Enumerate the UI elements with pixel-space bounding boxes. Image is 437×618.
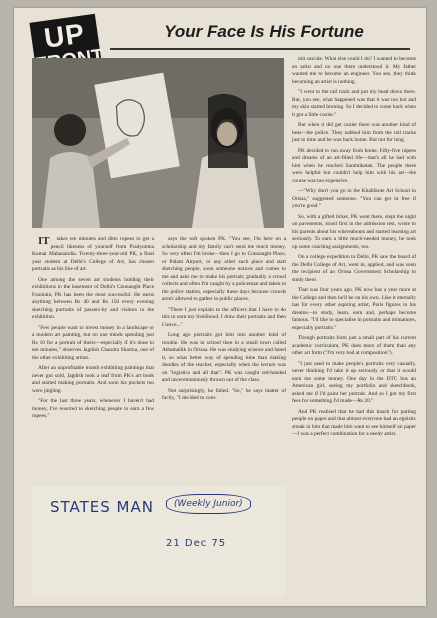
col2-paragraph: says the soft spoken PK. "You see, I'm here on a scholarship and my family can't send me much money. So very often I'm broke—then I go to Connaught Place, or Palam Airport, or any other such place and start sketching people, soon someone notices and comes to me and asks me to make his portrait; gradually a crowd collects and often I'm caught by a policeman and taken to the police station, especially these days because crowds aren't allowed to gather in public places.	[162, 236, 287, 302]
newspaper-clipping	[14, 8, 426, 606]
publication-name: STATES MAN	[50, 498, 154, 516]
drop-cap: IT	[38, 235, 50, 247]
col3-paragraph: But when it did get cooler there was another kind of heat—the police. They nabbed him from the rail tracks just in time and he was back home. But not for long.	[292, 122, 416, 143]
article-column-1	[32, 236, 154, 424]
article-column-2	[162, 236, 286, 406]
col2-paragraph: Not surprisingly, he failed. "So," he says matter of factly, "I decided to com-	[162, 387, 286, 401]
handwritten-annotation	[42, 494, 282, 574]
article-column-3	[292, 56, 416, 442]
col3-paragraph: "I went to the rail track and put my head down there. But, you see, what happened was that it was too hot and my skin started burning. So I decided to come back when it got a little cooler."	[292, 89, 416, 118]
kicker-line1: UP	[42, 17, 87, 54]
col1-paragraph: After an unprofitable month exhibiting paintings that never got sold, Jagdish took a leaf from PK's art book and started making portraits. And soon his pockets too were jingling.	[32, 365, 154, 394]
col3-paragraph: —"Why don't you go to the Khallikote Art School in Orissa," suggested someone. "You can get in free if you're good."	[292, 188, 416, 209]
publication-date: 21 Dec 75	[166, 538, 227, 549]
col3-paragraph: So, with a gifted ticket, PK went there, slept the night on pavements, stood first in the admission test, wrote to his parents about his whereabouts and started learning art seriously. To earn a little much-needed money, he took up some coaching assignments, too.	[292, 213, 416, 250]
col3-paragraph: On a college expedition to Delhi, PK saw the board of the Delhi College of Art, went in, applied, and was soon the recipient of an Orissa Government Scholarship to study there.	[292, 254, 416, 283]
col3-paragraph: mit suicide. What else could I do? I wanted to become an artist and no one there understood it. My father wanted me to become an engineer. You see, they think becoming an artist is nothing.	[292, 56, 416, 85]
article-photo	[32, 58, 284, 228]
edition-note: (Weekly Junior)	[166, 494, 251, 514]
col2-paragraph: "There I just explain to the officers that I have to do this to earn my livelihood. I draw their portraits and then I leave..."	[162, 306, 286, 328]
photo-artist-portrait-icon	[32, 58, 284, 228]
col1-paragraph: One among the seven art students holding their exhibitions in the basement of Delhi's Connaught Place Fountain, PK has been the most successful. He earns anything between Rs 40 and Rs 150 every evening sketching portraits of passers-by and visitors to the exhibition.	[32, 276, 154, 320]
col3-paragraph: PK decided to run away from home. Fifty-five rupees and dreams of an art-filled life—that's all he had with him when he reached Santiniketan. The people there were helpful but couldn't help him with his art—the course was too expensive.	[292, 147, 416, 184]
col2-paragraph: Long ago portraits got him into another kind of trouble. He was in school then in a small town called Athamallik in Orissa. He was studying science and hated it, so what better way of spending time than making doodles of the teacher, especially when the lecture was on "logistics and all that". PK was caught red-handed and unceremoniously thrown out of the class.	[162, 332, 286, 383]
col1-paragraph: "For the last three years, whenever I haven't had money, I've resorted to sketching people to earn a few rupees,"	[32, 398, 154, 419]
col3-paragraph: And PK realised that he had this knack for putting people on paper and that almost everyone had an egoistic streak in him that made him want to see himself on paper—I was a perfect combination for a needy artist.	[292, 408, 416, 437]
col3-paragraph: "I just used to make people's portraits very casually, never thinking I'd take it up seriously or that it would earn me some money. One day in the DTC bus an American girl, seeing my portfolio and sketchbook, asked me if I'd paint her portrait. And so I got my first fees for something I'd made—Rs 20."	[292, 360, 416, 404]
headline-rule	[110, 48, 410, 50]
col1-paragraph: "Few people want to invest money in a landscape or a modern art painting, but no one minds spending just Rs 10 for a portrait of theirs—especially if it's done in ten minutes," observes Jagdish Chandra Sharma, one of the other exhibiting artists.	[32, 324, 154, 361]
headline: Your Face Is His Fortune	[164, 22, 364, 41]
col3-paragraph: That was four years ago. PK now has a year more at the College and then he'll be on his own. Like it eternally has for every other aspiring artist, Paris figures in his dreams—to study, learn, earn and, perhaps become famous. "I'd like to specialise in portraits and miniatures, especially portraits."	[292, 287, 416, 331]
col3-paragraph: Though portraits form just a small part of his current academic curriculum, PK does more of them than any other art form ("I'm very bad at composition").	[292, 335, 416, 356]
col1-paragraph: IT takes ten minutes and ditto rupees to get a pencil likeness of yourself from Pradyumna Kumar Mahanandia. Twenty-three-year-old PK, a final year student at Delhi's College of Art, has chosen portraits as his line of art.	[32, 235, 154, 272]
